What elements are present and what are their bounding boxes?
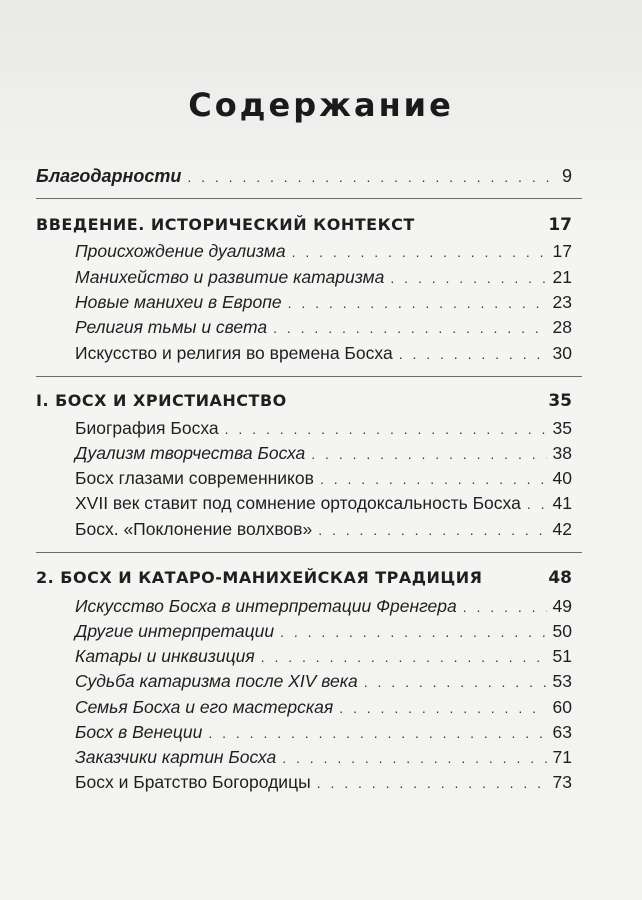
- toc-section-page: 17: [548, 215, 572, 235]
- toc-entry-page: 49: [552, 596, 572, 616]
- toc-entry-label: Искусство и религия во времена Босха: [75, 343, 393, 363]
- toc-entry-acknowledgements[interactable]: [36, 165, 572, 188]
- toc-section-title: 2. БОСХ И КАТАРО-МАНИХЕЙСКАЯ ТРАДИЦИЯ: [36, 568, 483, 587]
- toc-entry-label: Катары и инквизиция: [75, 646, 255, 666]
- toc-entry[interactable]: [75, 771, 572, 794]
- toc-entry-label: Семья Босха и его мастерская: [75, 697, 334, 717]
- toc-entry-label: Происхождение дуализма: [75, 241, 286, 261]
- toc-entry-page: 9: [561, 166, 572, 186]
- dot-leader: [208, 722, 546, 744]
- toc-section-bosch-christianity[interactable]: [36, 390, 572, 412]
- toc-entry-label: XVII век ставит под сомнение ортодоксальность Босха: [75, 493, 521, 513]
- toc-entry-page: 17: [552, 241, 572, 261]
- toc-entry-page: 63: [552, 722, 572, 742]
- dot-leader: [318, 519, 546, 541]
- toc-entry[interactable]: [75, 696, 572, 719]
- toc-entry-label: Босх глазами современников: [75, 468, 314, 488]
- toc-entry[interactable]: [75, 746, 572, 769]
- toc-section-title: I. БОСХ И ХРИСТИАНСТВО: [36, 391, 287, 410]
- toc-entry-page: 50: [552, 621, 572, 641]
- toc-entry-label: Искусство Босха в интерпретации Френгера: [75, 596, 457, 616]
- toc-entry-page: 35: [552, 418, 572, 438]
- dot-leader: [339, 697, 546, 719]
- toc-entry[interactable]: [75, 240, 572, 263]
- toc-entry-label: Благодарности: [36, 166, 182, 186]
- divider: [36, 198, 582, 199]
- toc-entry-label: Дуализм творчества Босха: [75, 443, 306, 463]
- dot-leader: [282, 747, 546, 769]
- toc-entry-label: Новые манихеи в Европе: [75, 292, 282, 312]
- toc-entry-page: 23: [552, 292, 572, 312]
- toc-entry-page: 28: [552, 317, 572, 337]
- toc-entry[interactable]: [75, 620, 572, 643]
- dot-leader: [280, 621, 546, 643]
- dot-leader: [311, 443, 546, 465]
- toc-entry-page: 30: [552, 343, 572, 363]
- divider: [36, 552, 582, 553]
- toc-entry[interactable]: [75, 342, 572, 365]
- toc-entry[interactable]: [75, 266, 572, 289]
- toc-entry-page: 38: [552, 443, 572, 463]
- toc-entry[interactable]: [75, 467, 572, 490]
- toc-section-page: 35: [548, 391, 572, 411]
- dot-leader: [527, 493, 547, 515]
- toc-section-page: 48: [548, 568, 572, 588]
- dot-leader: [399, 343, 547, 365]
- toc-entry-label: Босх и Братство Богородицы: [75, 772, 311, 792]
- toc-entry-label: Религия тьмы и света: [75, 317, 268, 337]
- dot-leader: [261, 646, 547, 668]
- dot-leader: [187, 166, 556, 188]
- toc-entry[interactable]: [75, 645, 572, 668]
- toc-entry-label: Босх. «Поклонение волхвов»: [75, 519, 313, 539]
- toc-section-title: ВВЕДЕНИЕ. ИСТОРИЧЕСКИЙ КОНТЕКСТ: [36, 215, 415, 234]
- toc-entry-label: Биография Босха: [75, 418, 219, 438]
- toc-entry[interactable]: [75, 518, 572, 541]
- toc-section-introduction[interactable]: [36, 214, 572, 236]
- toc-entry-page: 21: [552, 267, 572, 287]
- dot-leader: [273, 317, 546, 339]
- toc-entry-page: 51: [552, 646, 572, 666]
- toc-entry[interactable]: [75, 291, 572, 314]
- toc-entry-page: 41: [552, 493, 572, 513]
- dot-leader: [463, 596, 547, 618]
- toc-entry-label: Заказчики картин Босха: [75, 747, 277, 767]
- toc-entry[interactable]: [75, 316, 572, 339]
- toc-entry-page: 71: [552, 747, 572, 767]
- toc-entry-label: Судьба катаризма после XIV века: [75, 671, 358, 691]
- toc-entry-label: Босх в Венеции: [75, 722, 203, 742]
- dot-leader: [288, 292, 547, 314]
- toc-entry[interactable]: [75, 721, 572, 744]
- dot-leader: [317, 772, 547, 794]
- toc-entry-label: Манихейство и развитие катаризма: [75, 267, 385, 287]
- toc-section-cathar-tradition[interactable]: [36, 567, 572, 589]
- toc-entry[interactable]: [75, 595, 572, 618]
- toc-entry-page: 53: [552, 671, 572, 691]
- toc-entry-page: 42: [552, 519, 572, 539]
- dot-leader: [292, 241, 547, 263]
- divider: [36, 376, 582, 377]
- dot-leader: [364, 671, 547, 693]
- toc-entry-page: 60: [552, 697, 572, 717]
- toc-entry-label: Другие интерпретации: [75, 621, 275, 641]
- toc-entry-page: 73: [552, 772, 572, 792]
- toc-entry[interactable]: [75, 442, 572, 465]
- toc-entry[interactable]: [75, 670, 572, 693]
- toc-entry-page: 40: [552, 468, 572, 488]
- dot-leader: [390, 267, 546, 289]
- dot-leader: [320, 468, 547, 490]
- dot-leader: [225, 418, 547, 440]
- page-title: Содержание: [188, 86, 454, 124]
- toc-entry[interactable]: [75, 417, 572, 440]
- toc-entry[interactable]: [75, 492, 572, 515]
